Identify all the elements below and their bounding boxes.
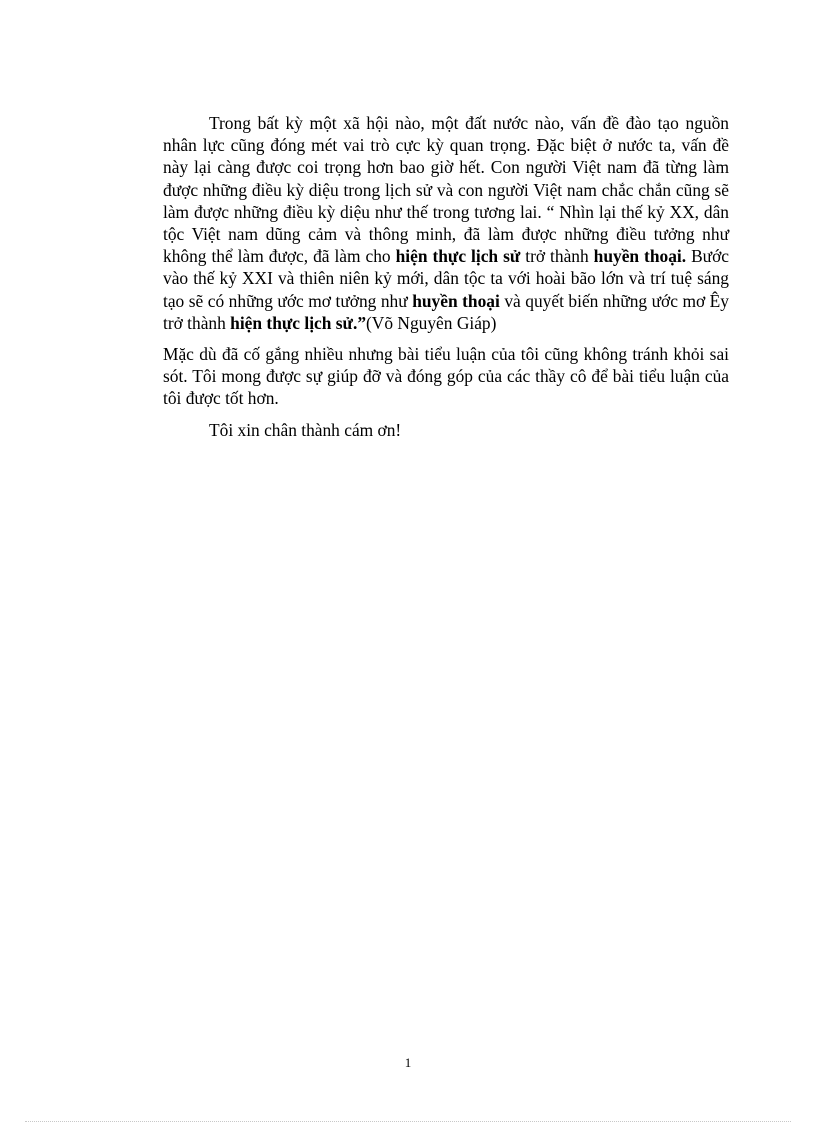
paragraph-text: trở thành — [520, 246, 594, 267]
paragraph-text: Trong bất kỳ một xã hội nào, một đất nước nào, vấn đề đào tạo nguồn nhân lực cũng đóng mét vai trò cực kỳ quan trọng. Đặc biệt ở nước ta, vấn đề này lại càng được coi trọng hơn bao giờ hết. Con người Việt nam đã từng làm được những điều kỳ diệu trong lịch sử và con người Việt nam chắc chắn cũng sẽ làm được những điều kỳ diệu như thế trong tương lai. “ Nhìn lại thế kỷ XX, dân tộc Việt nam dũng cảm và thông minh, đã làm được những điều tưởng như không thể làm được, đã làm cho — [163, 113, 729, 267]
quote-attribution: (Võ Nguyên Giáp) — [366, 312, 497, 333]
bold-phrase: huyền thoại — [412, 290, 500, 311]
paragraph-text: Bước vào thế kỷ XXI và thiên niên kỷ mới, dân tộc ta với hoài bão lớn và trí tuệ sáng tạo sẽ có những ước mơ tưởng như — [163, 246, 730, 311]
quote-paragraph — [163, 112, 729, 334]
paragraph-text: và quyết biến những ước mơ Êy trở thành — [163, 290, 730, 333]
closing-paragraph: Mặc dù đã cố gắng nhiều nhưng bài tiểu luận của tôi cũng không tránh khỏi sai sót. Tôi mong được sự giúp đỡ và đóng góp của các thầy cô để bài tiểu luận của tôi được tốt hơn. — [163, 344, 729, 409]
bold-phrase: huyền thoại. — [593, 246, 687, 267]
thanks-line: Tôi xin chân thành cám ơn! — [209, 419, 402, 440]
bold-phrase: hiện thực lịch sử.” — [230, 312, 367, 333]
bold-phrase: hiện thực lịch sử — [395, 246, 521, 267]
page-number: 1 — [404, 1055, 412, 1070]
page-bottom-divider — [25, 1121, 791, 1122]
document-body — [163, 112, 729, 441]
